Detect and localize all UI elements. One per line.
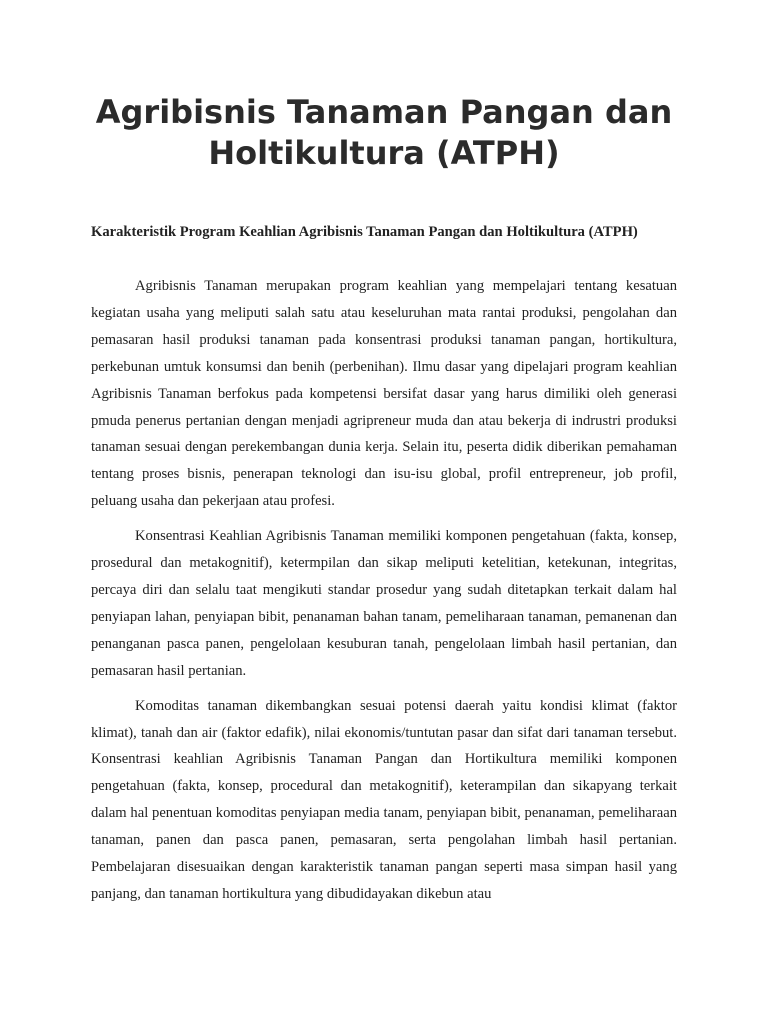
paragraph-1: Agribisnis Tanaman merupakan program keahlian yang mempelajari tentang kesatuan kegiatan usaha yang meliputi salah satu atau keseluruhan mata rantai produksi, pengolahan dan pemasaran hasil produksi tanaman pada konsentrasi produksi tanaman pangan, hortikultura, perkebunan umtuk konsumsi dan benih (perbenihan). Ilmu dasar yang dipelajari program keahlian Agribisnis Tanaman berfokus pada kompetensi bersifat dasar yang harus dimiliki oleh generasi pmuda penerus pertanian dengan menjadi agripreneur muda dan atau bekerja di indrustri produksi tanaman sesuai dengan perekembangan dunia kerja. Selain itu, peserta didik diberikan pemahaman tentang proses bisnis, penerapan teknologi dan isu-isu global, profil entrepreneur, job profil, peluang usaha dan pekerjaan atau profesi.	[91, 278, 677, 510]
section-heading: Karakteristik Program Keahlian Agribisnis Tanaman Pangan dan Holtikultura (ATPH)	[91, 224, 638, 240]
paragraph-3: Komoditas tanaman dikembangkan sesuai potensi daerah yaitu kondisi klimat (faktor klimat), tanah dan air (faktor edafik), nilai ekonomis/tuntutan pasar dan sifat dari tanaman tersebut. Konsentrasi keahlian Agribisnis Tanaman Pangan dan Hortikultura memiliki komponen pengetahuan (fakta, konsep, procedural dan metakognitif), keterampilan dan sikapyang terkait dalam hal penentuan komoditas penyiapan media tanam, penyiapan bibit, penanaman, pemeliharaan tanaman, panen dan pasca panen, pemasaran, serta pengolahan limbah hasil pertanian. Pembelajaran disesuaikan dengan karakteristik tanaman pangan seperti masa simpan hasil yang panjang, dan tanaman hortikultura yang dibudidayakan dikebun atau	[91, 697, 677, 902]
page-title: Agribisnis Tanaman Pangan dan Holtikultura (ATPH)	[95, 93, 673, 172]
body-text	[91, 273, 677, 916]
paragraph-2: Konsentrasi Keahlian Agribisnis Tanaman memiliki komponen pengetahuan (fakta, konsep, prosedural dan metakognitif), ketermpilan dan sikap meliputi ketelitian, ketekunan, integritas, percaya diri dan selalu taat mengikuti standar prosedur yang sudah ditetapkan terkait dalam hal penyiapan lahan, penyiapan bibit, penanaman bahan tanam, pemeliharaan tanaman, pemanenan dan penanganan pasca panen, pengelolaan kesuburan tanah, pengelolaan limbah hasil pertanian, dan pemasaran hasil pertanian.	[91, 528, 677, 679]
